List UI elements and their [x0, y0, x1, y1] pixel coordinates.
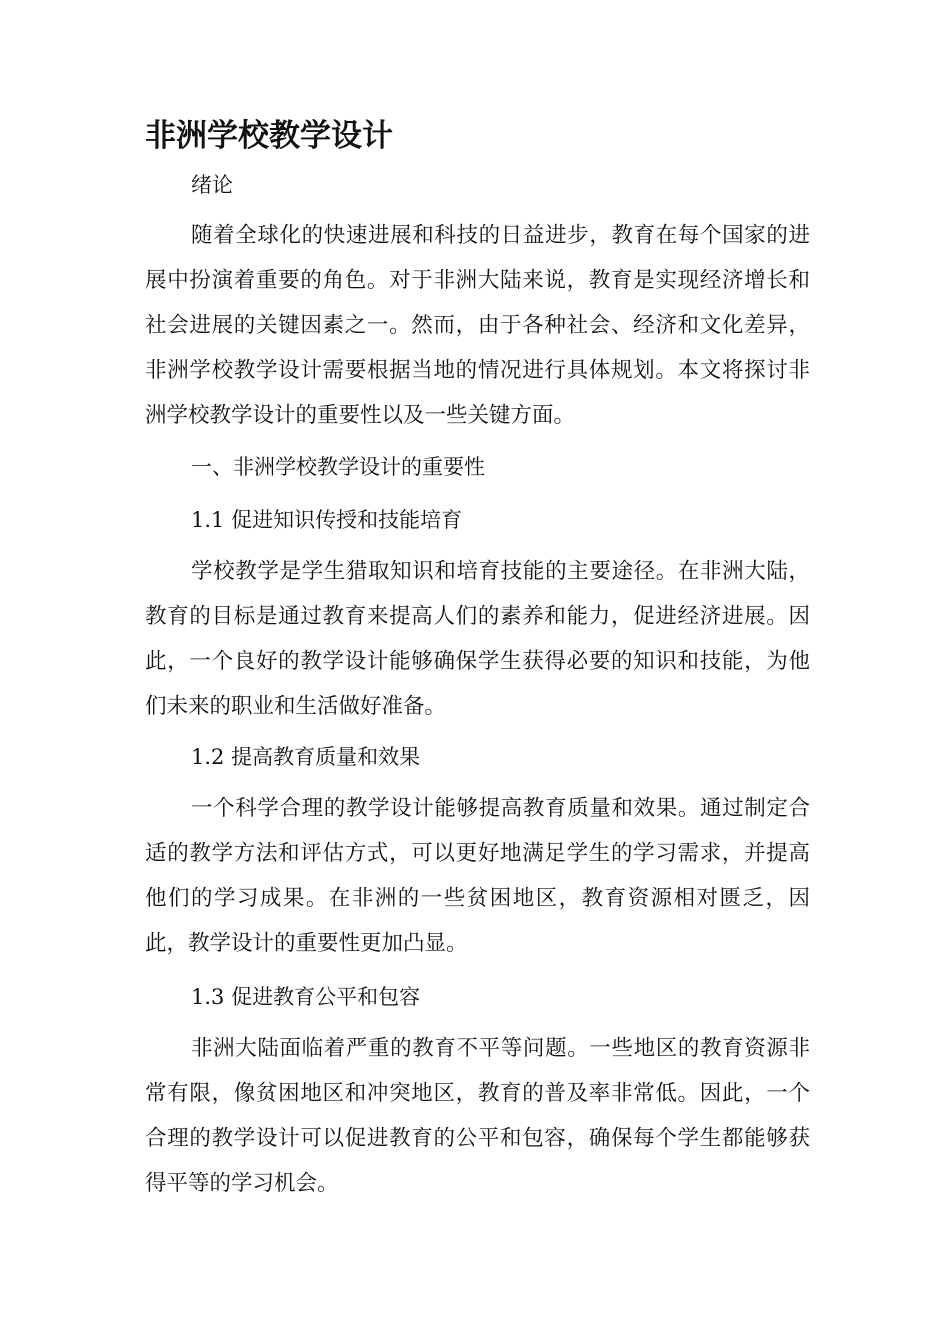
- subsection-1-3-heading: 1.3 促进教育公平和包容: [191, 985, 421, 1009]
- intro-heading: 绪论: [191, 173, 233, 197]
- subsection-1-1-heading: 1.1 促进知识传授和技能培育: [191, 508, 463, 532]
- intro-paragraph: 随着全球化的快速进展和科技的日益进步，教育在每个国家的进展中扮演着重要的角色。对于非洲大陆来说，教育是实现经济增长和社会进展的关键因素之一。然而，由于各种社会、经济和文化差异，非洲学校教学设计需要根据当地的情况进行具体规划。本文将探讨非洲学校教学设计的重要性以及一些关键方面。: [145, 223, 810, 428]
- section-1-heading: 一、非洲学校教学设计的重要性: [191, 455, 485, 479]
- subsection-1-3-paragraph: 非洲大陆面临着严重的教育不平等问题。一些地区的教育资源非常有限，像贫困地区和冲突地区，教育的普及率非常低。因此，一个合理的教学设计可以促进教育的公平和包容，确保每个学生都能够获得平等的学习机会。: [145, 1036, 810, 1196]
- document-title: 非洲学校教学设计: [145, 118, 393, 154]
- subsection-1-2-paragraph: 一个科学合理的教学设计能够提高教育质量和效果。通过制定合适的教学方法和评估方式，可以更好地满足学生的学习需求，并提高他们的学习成果。在非洲的一些贫困地区，教育资源相对匮乏，因此，教学设计的重要性更加凸显。: [145, 796, 810, 956]
- subsection-1-1-paragraph: 学校教学是学生猎取知识和培育技能的主要途径。在非洲大陆，教育的目标是通过教育来提高人们的素养和能力，促进经济进展。因此，一个良好的教学设计能够确保学生获得必要的知识和技能，为他们未来的职业和生活做好准备。: [145, 559, 810, 719]
- subsection-1-2-heading: 1.2 提高教育质量和效果: [191, 745, 421, 769]
